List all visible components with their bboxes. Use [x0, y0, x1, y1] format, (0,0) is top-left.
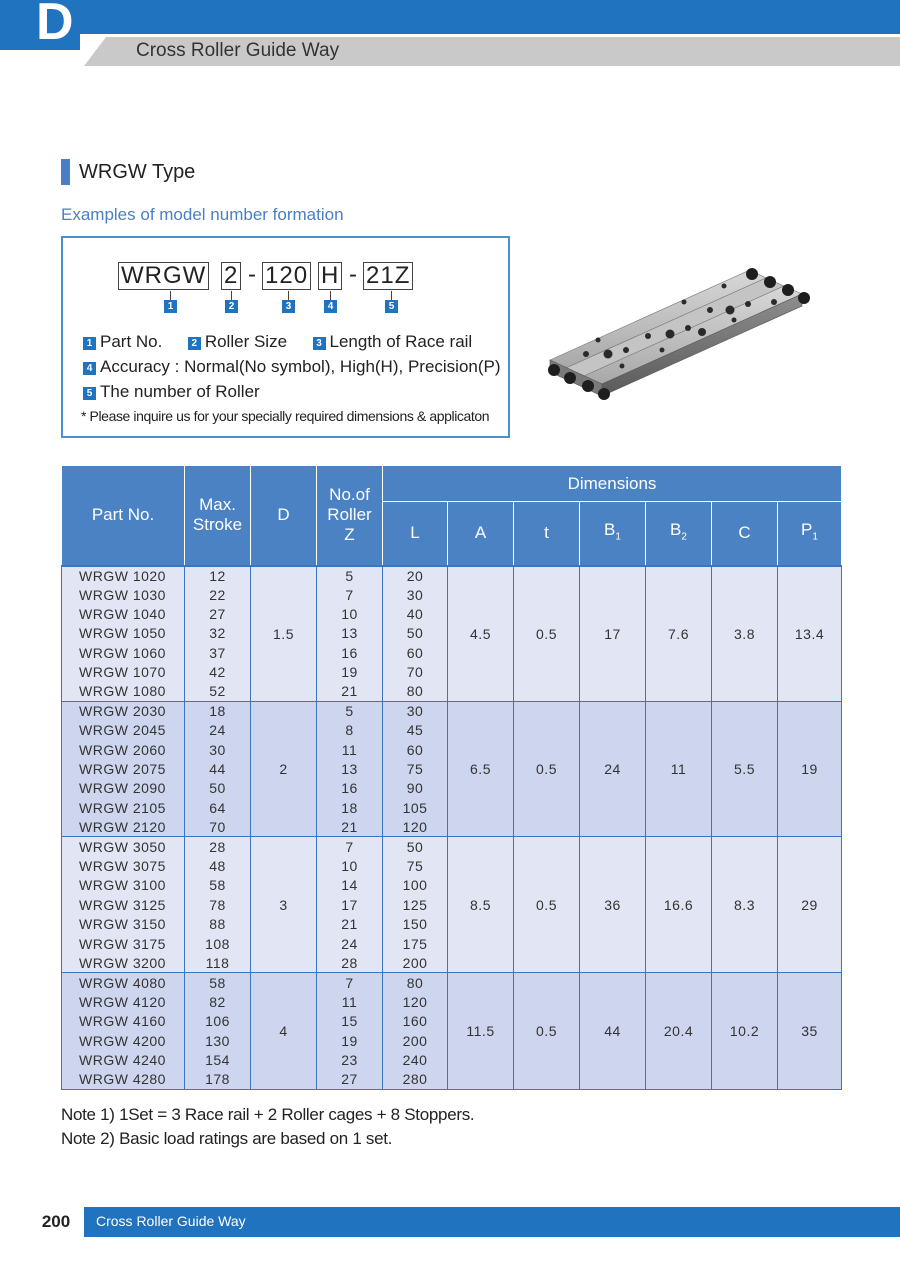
- cell-p1: 13.4: [778, 566, 842, 702]
- cell-part-no: WRGW 4200: [62, 1031, 185, 1050]
- cell-part-no: WRGW 3100: [62, 876, 185, 895]
- model-code-rail-length: 120: [262, 262, 311, 290]
- cell-part-no: WRGW 2045: [62, 721, 185, 740]
- col-header-dimensions: Dimensions: [383, 466, 842, 502]
- cell-b2: 16.6: [646, 837, 712, 973]
- legend-part-no: Part No.: [100, 332, 163, 351]
- cell-roller-count: 21: [317, 682, 383, 701]
- cell-b2: 11: [646, 701, 712, 837]
- cell-max-stroke: 48: [185, 856, 251, 875]
- legend-roller-count: The number of Roller: [100, 382, 260, 401]
- pointer-line: [330, 291, 331, 300]
- cell-l: 30: [383, 585, 448, 604]
- cell-l: 125: [383, 895, 448, 914]
- cell-b1: 36: [580, 837, 646, 973]
- cell-l: 60: [383, 740, 448, 759]
- cell-part-no: WRGW 2030: [62, 701, 185, 720]
- cell-roller-count: 10: [317, 604, 383, 623]
- legend-line-2: [83, 356, 501, 378]
- cell-max-stroke: 18: [185, 701, 251, 720]
- model-code-dash: -: [248, 261, 256, 288]
- legend-marker-1: 1: [83, 337, 96, 350]
- cell-max-stroke: 28: [185, 837, 251, 856]
- cell-roller-count: 19: [317, 1031, 383, 1050]
- cell-l: 60: [383, 643, 448, 662]
- cell-b2: 20.4: [646, 973, 712, 1089]
- cell-max-stroke: 42: [185, 662, 251, 681]
- cell-a: 4.5: [448, 566, 514, 702]
- cell-p1: 35: [778, 973, 842, 1089]
- cell-c: 3.8: [712, 566, 778, 702]
- legend-marker-5: 5: [83, 387, 96, 400]
- cell-max-stroke: 24: [185, 721, 251, 740]
- cell-roller-count: 14: [317, 876, 383, 895]
- legend-rail-length: Length of Race rail: [329, 332, 473, 351]
- cell-max-stroke: 12: [185, 566, 251, 585]
- cell-p1: 29: [778, 837, 842, 973]
- cell-roller-count: 11: [317, 740, 383, 759]
- table-row: [62, 566, 842, 585]
- section-marker: [61, 159, 70, 185]
- notes: [61, 1103, 474, 1151]
- cell-t: 0.5: [514, 837, 580, 973]
- model-code-roller-size: 2: [221, 262, 241, 290]
- cell-l: 80: [383, 682, 448, 701]
- cell-roller-count: 21: [317, 915, 383, 934]
- cell-roller-count: 15: [317, 1011, 383, 1030]
- cell-max-stroke: 88: [185, 915, 251, 934]
- pointer-line: [231, 291, 232, 300]
- marker-4: 4: [324, 300, 337, 313]
- header-bar: [0, 0, 900, 34]
- cell-part-no: WRGW 3075: [62, 856, 185, 875]
- cell-max-stroke: 64: [185, 798, 251, 817]
- cell-max-stroke: 58: [185, 876, 251, 895]
- cell-max-stroke: 32: [185, 624, 251, 643]
- cell-max-stroke: 70: [185, 818, 251, 837]
- table-row: [62, 837, 842, 856]
- section-title: WRGW Type: [79, 161, 196, 183]
- marker-1: 1: [164, 300, 177, 313]
- cell-max-stroke: 82: [185, 992, 251, 1011]
- cell-b1: 24: [580, 701, 646, 837]
- chapter-letter: D: [36, 0, 74, 51]
- cell-part-no: WRGW 3175: [62, 934, 185, 953]
- cell-d: 1.5: [251, 566, 317, 702]
- cell-roller-count: 13: [317, 759, 383, 778]
- cell-max-stroke: 30: [185, 740, 251, 759]
- cell-max-stroke: 52: [185, 682, 251, 701]
- cell-roller-count: 7: [317, 837, 383, 856]
- col-header-c: C: [712, 502, 778, 566]
- cell-part-no: WRGW 1050: [62, 624, 185, 643]
- cell-part-no: WRGW 4120: [62, 992, 185, 1011]
- cell-max-stroke: 78: [185, 895, 251, 914]
- cell-roller-count: 10: [317, 856, 383, 875]
- cell-l: 105: [383, 798, 448, 817]
- cell-l: 240: [383, 1050, 448, 1069]
- col-header-b1: $B_1$: [580, 502, 646, 566]
- note-2: Note 2) Basic load ratings are based on 1 set.: [61, 1129, 393, 1148]
- cell-part-no: WRGW 4280: [62, 1070, 185, 1089]
- model-number-box: [61, 236, 510, 438]
- cell-l: 50: [383, 624, 448, 643]
- cell-l: 200: [383, 953, 448, 972]
- col-header-a: A: [448, 502, 514, 566]
- cell-l: 20: [383, 566, 448, 585]
- legend-marker-3: 3: [313, 337, 326, 350]
- cell-roller-count: 13: [317, 624, 383, 643]
- cell-roller-count: 21: [317, 818, 383, 837]
- cell-max-stroke: 50: [185, 779, 251, 798]
- cell-l: 40: [383, 604, 448, 623]
- legend-accuracy: Accuracy : Normal(No symbol), High(H), Precision(P): [100, 357, 501, 376]
- cell-l: 175: [383, 934, 448, 953]
- col-header-t: t: [514, 502, 580, 566]
- legend-marker-2: 2: [188, 337, 201, 350]
- cell-a: 6.5: [448, 701, 514, 837]
- cell-part-no: WRGW 1020: [62, 566, 185, 585]
- cell-l: 150: [383, 915, 448, 934]
- cell-l: 280: [383, 1070, 448, 1089]
- col-header-roller-count: No.of Roller Z: [317, 466, 383, 566]
- cell-part-no: WRGW 4240: [62, 1050, 185, 1069]
- cell-a: 8.5: [448, 837, 514, 973]
- note-1: Note 1) 1Set = 3 Race rail + 2 Roller cages + 8 Stoppers.: [61, 1105, 475, 1124]
- cell-roller-count: 27: [317, 1070, 383, 1089]
- table-row: [62, 701, 842, 720]
- spec-table: [61, 465, 842, 1090]
- cell-part-no: WRGW 1080: [62, 682, 185, 701]
- cell-c: 10.2: [712, 973, 778, 1089]
- cell-max-stroke: 108: [185, 934, 251, 953]
- table-row: [62, 973, 842, 992]
- model-code-roller-count: 21Z: [363, 262, 413, 290]
- cell-max-stroke: 27: [185, 604, 251, 623]
- cell-c: 5.5: [712, 701, 778, 837]
- cell-roller-count: 23: [317, 1050, 383, 1069]
- cell-max-stroke: 58: [185, 973, 251, 992]
- cell-b1: 44: [580, 973, 646, 1089]
- col-header-d: D: [251, 466, 317, 566]
- model-code-dash: -: [349, 261, 357, 288]
- legend-line-3: [83, 381, 260, 403]
- model-code-series: WRGW: [118, 262, 209, 290]
- cell-part-no: WRGW 3150: [62, 915, 185, 934]
- col-header-b2: $B_2$: [646, 502, 712, 566]
- legend-roller-size: Roller Size: [204, 332, 288, 351]
- pointer-line: [391, 291, 392, 300]
- cell-part-no: WRGW 2060: [62, 740, 185, 759]
- cell-d: 3: [251, 837, 317, 973]
- pointer-line: [288, 291, 289, 300]
- legend-line-1: [83, 331, 472, 353]
- marker-5: 5: [385, 300, 398, 313]
- cell-roller-count: 5: [317, 566, 383, 585]
- cell-part-no: WRGW 2090: [62, 779, 185, 798]
- marker-2: 2: [225, 300, 238, 313]
- cell-max-stroke: 130: [185, 1031, 251, 1050]
- cell-l: 200: [383, 1031, 448, 1050]
- cell-roller-count: 7: [317, 585, 383, 604]
- col-header-max-stroke: Max. Stroke: [185, 466, 251, 566]
- cell-roller-count: 7: [317, 973, 383, 992]
- cell-max-stroke: 37: [185, 643, 251, 662]
- cell-t: 0.5: [514, 566, 580, 702]
- col-header-p1: $P_1$: [778, 502, 842, 566]
- cell-l: 120: [383, 992, 448, 1011]
- cell-l: 90: [383, 779, 448, 798]
- cell-l: 70: [383, 662, 448, 681]
- header-title: Cross Roller Guide Way: [136, 40, 340, 61]
- cell-a: 11.5: [448, 973, 514, 1089]
- cell-part-no: WRGW 1030: [62, 585, 185, 604]
- marker-3: 3: [282, 300, 295, 313]
- cell-max-stroke: 22: [185, 585, 251, 604]
- cell-l: 45: [383, 721, 448, 740]
- cell-part-no: WRGW 3050: [62, 837, 185, 856]
- cell-b2: 7.6: [646, 566, 712, 702]
- cell-l: 50: [383, 837, 448, 856]
- cell-b1: 17: [580, 566, 646, 702]
- cell-l: 100: [383, 876, 448, 895]
- cell-l: 75: [383, 759, 448, 778]
- model-code-accuracy: H: [318, 262, 342, 290]
- cell-roller-count: 28: [317, 953, 383, 972]
- cell-roller-count: 19: [317, 662, 383, 681]
- cell-t: 0.5: [514, 701, 580, 837]
- cell-part-no: WRGW 3200: [62, 953, 185, 972]
- cell-roller-count: 5: [317, 701, 383, 720]
- cell-l: 75: [383, 856, 448, 875]
- cell-part-no: WRGW 4080: [62, 973, 185, 992]
- col-header-part-no: Part No.: [62, 466, 185, 566]
- cell-l: 160: [383, 1011, 448, 1030]
- cell-t: 0.5: [514, 973, 580, 1089]
- cell-d: 2: [251, 701, 317, 837]
- col-header-l: L: [383, 502, 448, 566]
- cell-l: 80: [383, 973, 448, 992]
- cell-roller-count: 8: [317, 721, 383, 740]
- pointer-line: [170, 291, 171, 300]
- cell-part-no: WRGW 2120: [62, 818, 185, 837]
- cell-part-no: WRGW 3125: [62, 895, 185, 914]
- cell-roller-count: 16: [317, 779, 383, 798]
- cell-l: 30: [383, 701, 448, 720]
- footer-title: Cross Roller Guide Way: [96, 1213, 246, 1229]
- cell-roller-count: 18: [317, 798, 383, 817]
- cell-max-stroke: 106: [185, 1011, 251, 1030]
- cell-max-stroke: 44: [185, 759, 251, 778]
- cell-roller-count: 11: [317, 992, 383, 1011]
- cell-c: 8.3: [712, 837, 778, 973]
- section-subtitle: Examples of model number formation: [61, 205, 344, 224]
- cell-roller-count: 24: [317, 934, 383, 953]
- cell-part-no: WRGW 2105: [62, 798, 185, 817]
- legend-marker-4: 4: [83, 362, 96, 375]
- cell-part-no: WRGW 1060: [62, 643, 185, 662]
- cell-part-no: WRGW 1070: [62, 662, 185, 681]
- cell-part-no: WRGW 2075: [62, 759, 185, 778]
- cell-p1: 19: [778, 701, 842, 837]
- cell-roller-count: 17: [317, 895, 383, 914]
- page-number: 200: [41, 1212, 71, 1231]
- inquiry-note: * Please inquire us for your specially required dimensions & applicaton: [81, 408, 490, 424]
- cell-max-stroke: 154: [185, 1050, 251, 1069]
- cell-part-no: WRGW 4160: [62, 1011, 185, 1030]
- cell-max-stroke: 178: [185, 1070, 251, 1089]
- cross-roller-guide-image: [538, 258, 828, 418]
- cell-part-no: WRGW 1040: [62, 604, 185, 623]
- cell-max-stroke: 118: [185, 953, 251, 972]
- cell-d: 4: [251, 973, 317, 1089]
- cell-roller-count: 16: [317, 643, 383, 662]
- cell-l: 120: [383, 818, 448, 837]
